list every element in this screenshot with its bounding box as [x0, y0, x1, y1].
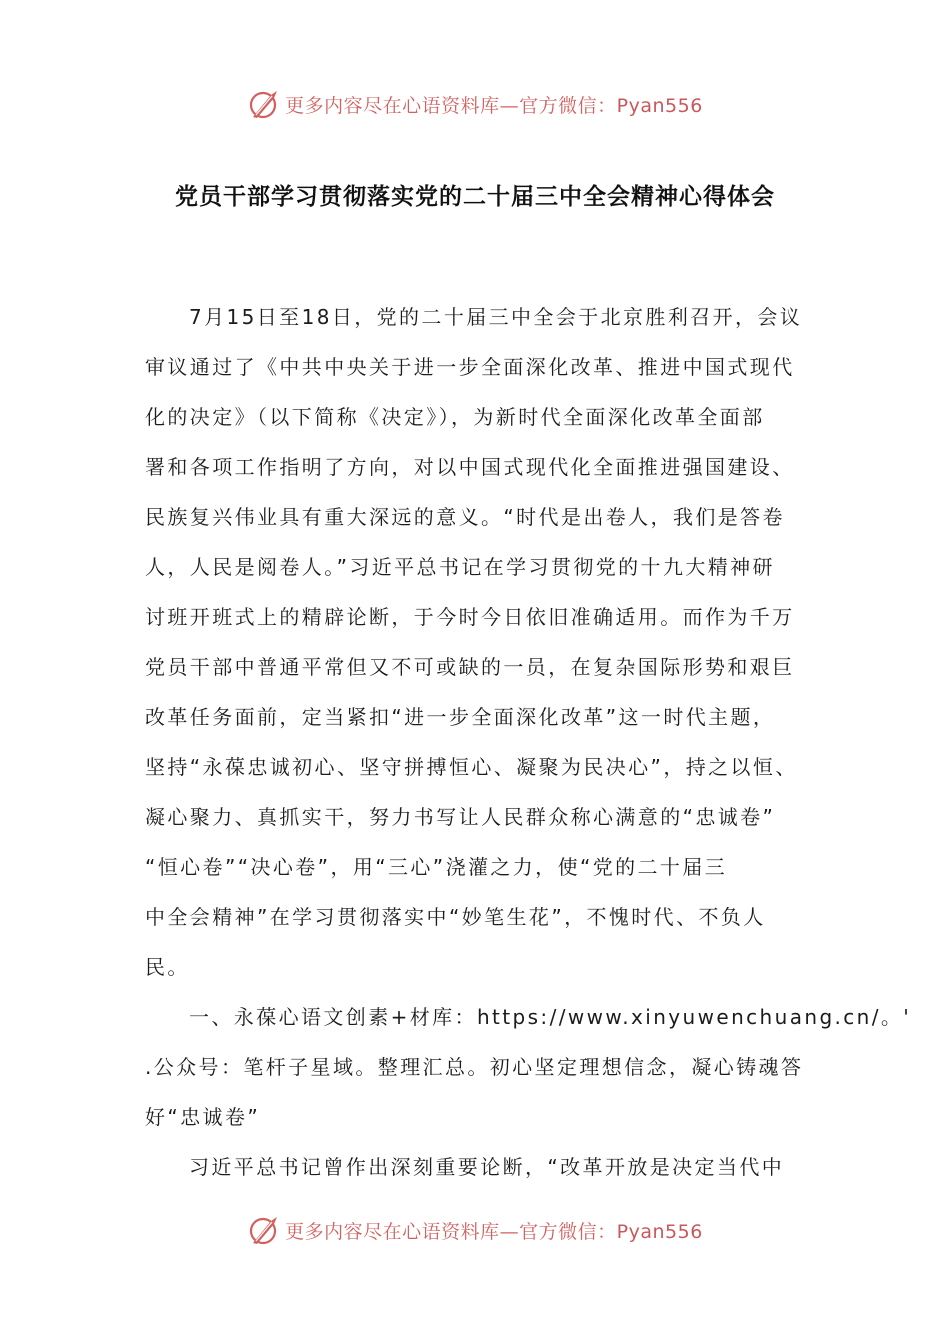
text-line: 坚持“永葆忠诚初心、坚守拼搏恒心、凝聚为民决心”，持之以恒、 — [145, 755, 798, 779]
document-body — [145, 292, 912, 1192]
document-title: 党员干部学习贯彻落实党的二十届三中全会精神心得体会 — [175, 183, 775, 210]
footer-banner-text: 更多内容尽在心语资料库—官方微信：Pyan556 — [285, 1220, 703, 1243]
text-line: 凝心聚力、真抓实干，努力书写让人民群众称心满意的“忠诚卷” — [145, 805, 776, 829]
paragraph-2 — [145, 992, 912, 1142]
footer-banner-wechat-id: Pyan556 — [616, 1220, 703, 1243]
text-line: 中全会精神”在学习贯彻落实中“妙笔生花”，不愧时代、不负人 — [145, 905, 766, 929]
text-line: 署和各项工作指明了方向，对以中国式现代化全面推进强国建设、 — [145, 455, 795, 479]
header-banner-text: 更多内容尽在心语资料库—官方微信：Pyan556 — [285, 94, 703, 117]
footer-banner — [0, 1208, 950, 1252]
text-line: 化的决定》（以下简称《决定》），为新时代全面深化改革全面部 — [145, 405, 765, 429]
text-line: 习近平总书记曾作出深刻重要论断，“改革开放是决定当代中 — [189, 1155, 785, 1179]
text-line: 改革任务面前，定当紧扣“进一步全面深化改革”这一时代主题， — [145, 705, 776, 729]
text-line: 人，人民是阅卷人。”习近平总书记在学习贯彻党的十九大精神研 — [145, 555, 775, 579]
header-banner — [0, 82, 950, 126]
text-line: .公众号：笔杆子星域。整理汇总。初心坚定理想信念，凝心铸魂答 — [145, 1055, 804, 1079]
quill-pen-logo-icon — [247, 1213, 281, 1247]
text-line: 好“忠诚卷” — [145, 1105, 261, 1129]
text-line: 讨班开班式上的精辟论断，于今时今日依旧准确适用。而作为千万 — [145, 605, 795, 629]
paragraph-1 — [145, 292, 807, 992]
quill-pen-logo-icon — [247, 87, 281, 121]
text-line: 民族复兴伟业具有重大深远的意义。“时代是出卷人，我们是答卷 — [145, 505, 785, 529]
text-line: 审议通过了《中共中央关于进一步全面深化改革、推进中国式现代 — [145, 355, 795, 379]
header-banner-wechat-id: Pyan556 — [616, 94, 703, 117]
text-line: “恒心卷”“决心卷”，用“三心”浇灌之力，使“党的二十届三 — [145, 855, 728, 879]
text-line: 民。 — [145, 955, 190, 979]
text-line: 党员干部中普通平常但又不可或缺的一员，在复杂国际形势和艰巨 — [145, 655, 795, 679]
text-line: 7月15日至18日，党的二十届三中全会于北京胜利召开，会议 — [189, 305, 803, 329]
text-line: 一、永葆心语文创素+材库：https://www.xinyuwenchuang.cn/。' — [189, 1005, 912, 1029]
paragraph-3 — [145, 1142, 807, 1192]
